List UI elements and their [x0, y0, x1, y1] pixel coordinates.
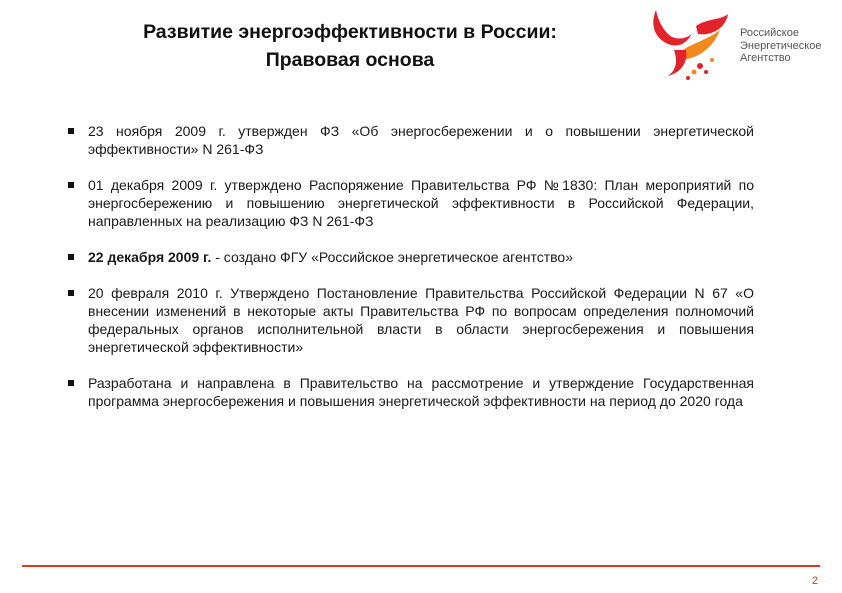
bullet-item: [66, 284, 754, 356]
logo-text: [740, 27, 821, 65]
logo-text-line-1: Российское: [740, 27, 799, 39]
bullet-text: 01 декабря 2009 г. утверждено Распоряжение Правительства РФ №1830: План мероприятий по энергосбережению и повышению энергетической эффективности в Российской Федерации, направленных на реализацию ФЗ N 261-ФЗ: [88, 177, 754, 229]
bullet-square-icon: [68, 254, 74, 260]
logo-dot-2: [692, 70, 697, 75]
page-number: 2: [811, 575, 818, 587]
logo-flame-red-2: [668, 50, 686, 76]
bullet-text: - создано ФГУ «Российское энергетическое агентство»: [211, 249, 573, 265]
footer-divider: [22, 565, 820, 567]
bullet-square-icon: [68, 290, 74, 296]
logo-dot-1: [697, 63, 703, 69]
logo-dot-4: [710, 58, 714, 62]
logo-flame-red: [653, 10, 692, 46]
bullet-list: [66, 122, 754, 428]
bullet-text: Разработана и направлена в Правительство на рассмотрение и утверждение Государственная программа энергосбережения и повышения энергетической эффективности на период до 2020 года: [88, 375, 754, 409]
logo-text-line-2: Энергетическое: [740, 39, 822, 52]
bullet-item: [66, 374, 754, 410]
bullet-date-bold: 22 декабря 2009 г.: [88, 249, 212, 265]
title-line-1: Развитие энергоэффективности в России:: [143, 21, 557, 43]
logo-text-line-3: Агентство: [740, 52, 791, 64]
bullet-item: [66, 122, 754, 158]
bullet-text: 23 ноября 2009 г. утвержден ФЗ «Об энергосбережении и о повышении энергетической эффективности» N 261-ФЗ: [88, 123, 754, 157]
bullet-item: [66, 176, 754, 230]
bullet-item: [66, 248, 754, 266]
logo-wing: [696, 14, 728, 34]
title-line-2: Правовая основа: [265, 49, 435, 71]
logo-dot-5: [686, 76, 690, 80]
bullet-square-icon: [68, 182, 74, 188]
bullet-square-icon: [68, 128, 74, 134]
logo-dot-3: [704, 70, 708, 74]
slide-title: [60, 18, 640, 74]
bullet-text: 20 февраля 2010 г. Утверждено Постановление Правительства Российской Федерации N 67 «О внесении изменений в некоторые акты Правительства РФ по вопросам определения полномочий федеральных органов исполнительной власти в области энергосбережения и повышения энергетической эффективности»: [88, 285, 754, 355]
bullet-square-icon: [68, 380, 74, 386]
